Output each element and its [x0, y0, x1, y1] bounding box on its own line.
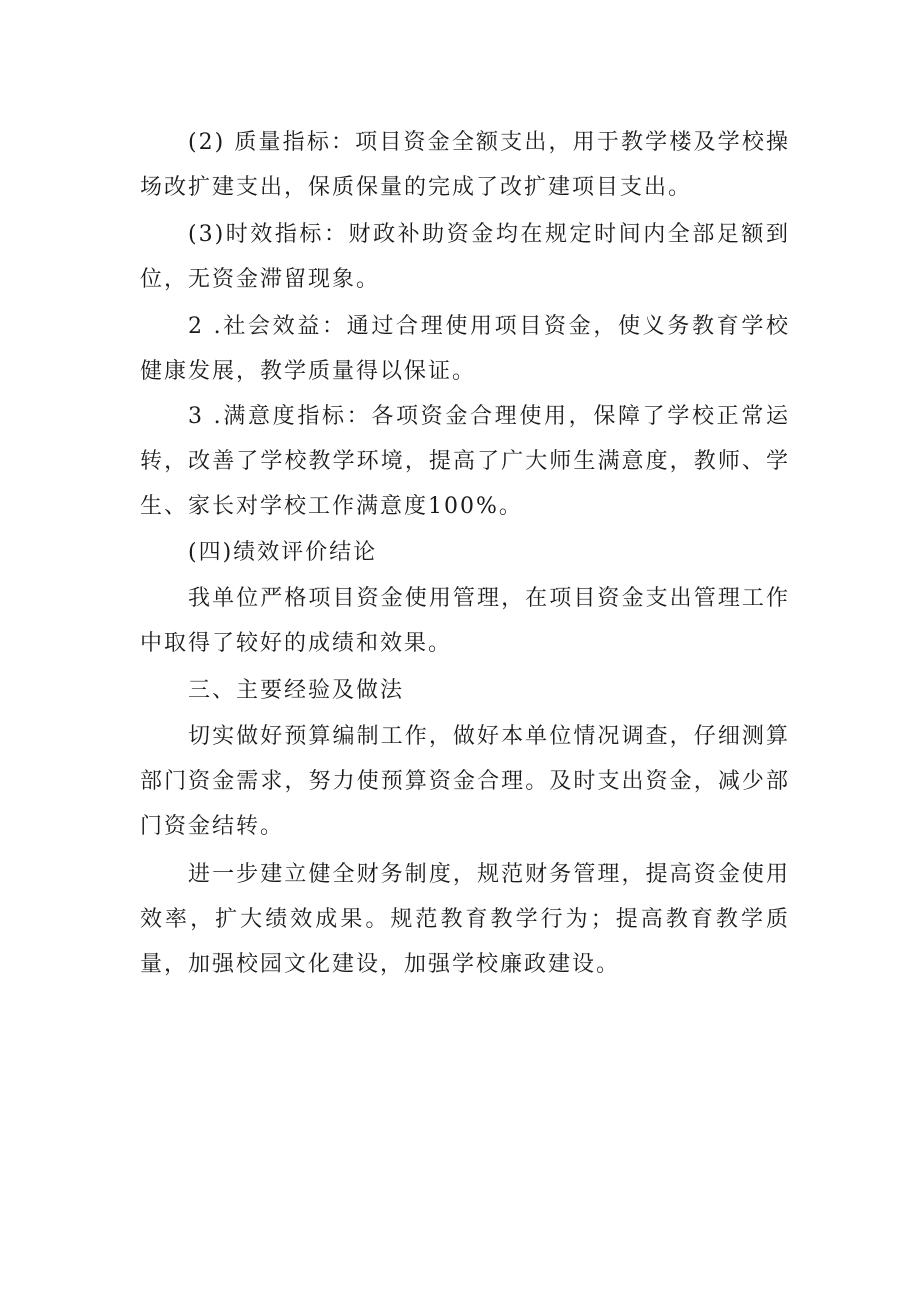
section-heading-main-experience: 三、主要经验及做法: [188, 678, 405, 703]
paragraph-satisfaction-indicator: 3 .满意度指标：各项资金合理使用，保障了学校正常运转，改善了学校教学环境，提高了广大师生满意度，教师、学生、家长对学校工作满意度100%。: [140, 404, 790, 519]
paragraph-social-benefit: 2 .社会效益：通过合理使用项目资金，使义务教育学校健康发展，教学质量得以保证。: [140, 314, 790, 384]
paragraph-timeliness-indicator: (3)时效指标：财政补助资金均在规定时间内全部足额到位，无资金滞留现象。: [140, 222, 790, 292]
paragraph-quality-indicator: (2) 质量指标：项目资金全额支出，用于教学楼及学校操场改扩建支出，保质保量的完成了改扩建项目支出。: [140, 130, 790, 200]
paragraph-financial-system: 进一步建立健全财务制度，规范财务管理，提高资金使用效率，扩大绩效成果。规范教育教学行为；提高教育教学质量，加强校园文化建设，加强学校廉政建设。: [140, 862, 790, 977]
paragraph-budget-preparation: 切实做好预算编制工作，做好本单位情况调查，仔细测算部门资金需求，努力使预算资金合理。及时支出资金，减少部门资金结转。: [140, 724, 790, 839]
section-heading-evaluation-conclusion: (四)绩效评价结论: [188, 540, 378, 565]
paragraph-evaluation-conclusion: 我单位严格项目资金使用管理，在项目资金支出管理工作中取得了较好的成绩和效果。: [140, 586, 790, 656]
